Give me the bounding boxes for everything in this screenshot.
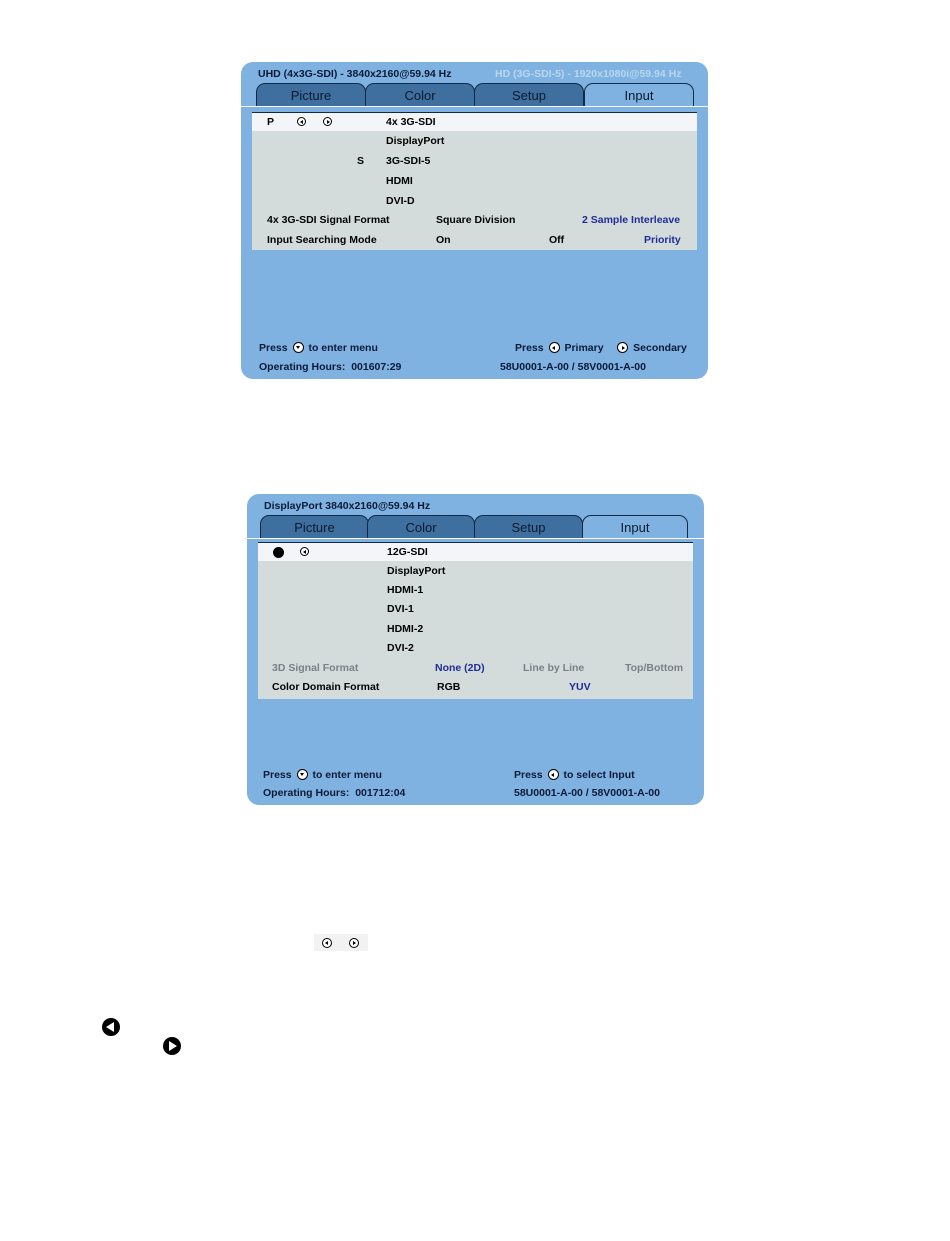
search-mode-row [252,231,697,250]
right-arrow-circle-icon [349,938,359,948]
left-arrow-circle-icon[interactable] [300,547,309,556]
firmware-version: 58U0001-A-00 / 58V0001-A-00 [500,361,646,373]
search-mode-option-priority[interactable]: Priority [644,234,681,246]
footer-primary-text: Primary [564,342,604,354]
tab-picture[interactable]: Picture [260,515,369,538]
status-bar [258,68,682,80]
input-row-hdmi[interactable] [252,172,697,191]
arrow-keys-legend [314,934,368,951]
input-label: DVI-2 [387,642,414,654]
right-arrow-button-icon [163,1037,181,1055]
tab-color[interactable]: Color [367,515,475,538]
footer-select-input-text: to select Input [563,769,635,781]
input-row-displayport[interactable] [258,562,693,581]
color-domain-row [258,678,693,697]
footer-enter-menu-text: to enter menu [308,342,378,354]
operating-hours [263,787,405,799]
firmware-version: 58U0001-A-00 / 58V0001-A-00 [514,787,660,799]
osd-menu-uhd [241,62,708,379]
current-input-status: DisplayPort 3840x2160@59.94 Hz [264,500,431,512]
footer-enter-menu-hint [263,769,382,781]
input-label: HDMI [386,175,413,187]
signal-3d-option-line-by-line[interactable]: Line by Line [523,662,585,674]
tab-input[interactable]: Input [584,83,694,106]
signal-3d-option-top-bottom[interactable]: Top/Bottom [625,662,684,674]
operating-hours-label: Operating Hours: [259,361,346,373]
search-mode-option-on[interactable]: On [436,234,451,246]
footer-press-text: Press [515,342,544,354]
search-mode-option-off[interactable]: Off [549,234,565,246]
status-bar [264,500,430,512]
tab-setup[interactable]: Setup [474,83,584,106]
footer-select-input-hint [514,769,635,781]
search-mode-label: Input Searching Mode [267,234,377,246]
input-panel [252,112,697,250]
input-label: 12G-SDI [387,546,428,558]
footer-press-text: Press [263,769,292,781]
input-row-hdmi-2[interactable] [258,620,693,639]
tab-setup[interactable]: Setup [474,515,583,538]
footer-enter-menu-text: to enter menu [312,769,382,781]
input-row-dvi-2[interactable] [258,639,693,658]
footer-primary-secondary-hint [515,342,687,354]
signal-format-option-square-division[interactable]: Square Division [436,214,516,226]
color-domain-option-yuv[interactable]: YUV [569,681,591,693]
operating-hours-label: Operating Hours: [263,787,350,799]
tab-divider [247,538,704,539]
input-label: 3G-SDI-5 [386,155,431,167]
left-arrow-circle-icon [549,342,560,353]
input-row-dvi-1[interactable] [258,600,693,619]
input-label: DVI-D [386,195,415,207]
operating-hours-value: 001607:29 [351,361,402,373]
color-domain-option-rgb[interactable]: RGB [437,681,461,693]
operating-hours-value: 001712:04 [355,787,406,799]
secondary-marker: S [357,155,365,167]
footer-press-text: Press [259,342,288,354]
left-arrow-circle-icon [322,938,332,948]
primary-marker: P [267,116,275,128]
input-label: HDMI-1 [387,584,424,596]
osd-menu-displayport [247,494,704,805]
tab-divider [241,106,708,107]
footer-press-text: Press [514,769,543,781]
operating-hours [259,361,401,373]
signal-format-row [252,211,697,230]
tab-input[interactable]: Input [582,515,688,538]
selected-dot-icon [273,547,284,558]
signal-format-label: 4x 3G-SDI Signal Format [267,214,390,226]
input-label: DisplayPort [386,135,445,147]
right-arrow-circle-icon[interactable] [323,117,332,126]
input-row-12g-sdi[interactable] [258,542,693,561]
signal-3d-option-none[interactable]: None (2D) [435,662,485,674]
input-row-dvi-d[interactable] [252,192,697,211]
input-panel [258,542,693,699]
tab-color[interactable]: Color [365,83,475,106]
left-arrow-button-icon [102,1018,120,1036]
input-label: DVI-1 [387,603,414,615]
input-label: 4x 3G-SDI [386,116,436,128]
down-arrow-circle-icon [297,769,308,780]
input-row-hdmi-1[interactable] [258,581,693,600]
color-domain-label: Color Domain Format [272,681,380,693]
footer-secondary-text: Secondary [633,342,687,354]
current-input-status: UHD (4x3G-SDI) - 3840x2160@59.94 Hz [258,68,452,80]
input-row-displayport[interactable] [252,132,697,151]
signal-3d-label: 3D Signal Format [272,662,359,674]
input-label: DisplayPort [387,565,446,577]
signal-format-option-2-sample-interleave[interactable]: 2 Sample Interleave [582,214,681,226]
input-row-4x-3g-sdi[interactable] [252,112,697,131]
right-arrow-circle-icon [617,342,628,353]
input-row-3g-sdi-5[interactable] [252,152,697,171]
signal-3d-row [258,659,693,678]
down-arrow-circle-icon [293,342,304,353]
left-arrow-circle-icon [548,769,559,780]
left-arrow-circle-icon[interactable] [297,117,306,126]
tab-picture[interactable]: Picture [256,83,366,106]
secondary-input-status: HD (3G-SDI-5) - 1920x1080i@59.94 Hz [495,68,682,80]
input-label: HDMI-2 [387,623,424,635]
footer-enter-menu-hint [259,342,378,354]
